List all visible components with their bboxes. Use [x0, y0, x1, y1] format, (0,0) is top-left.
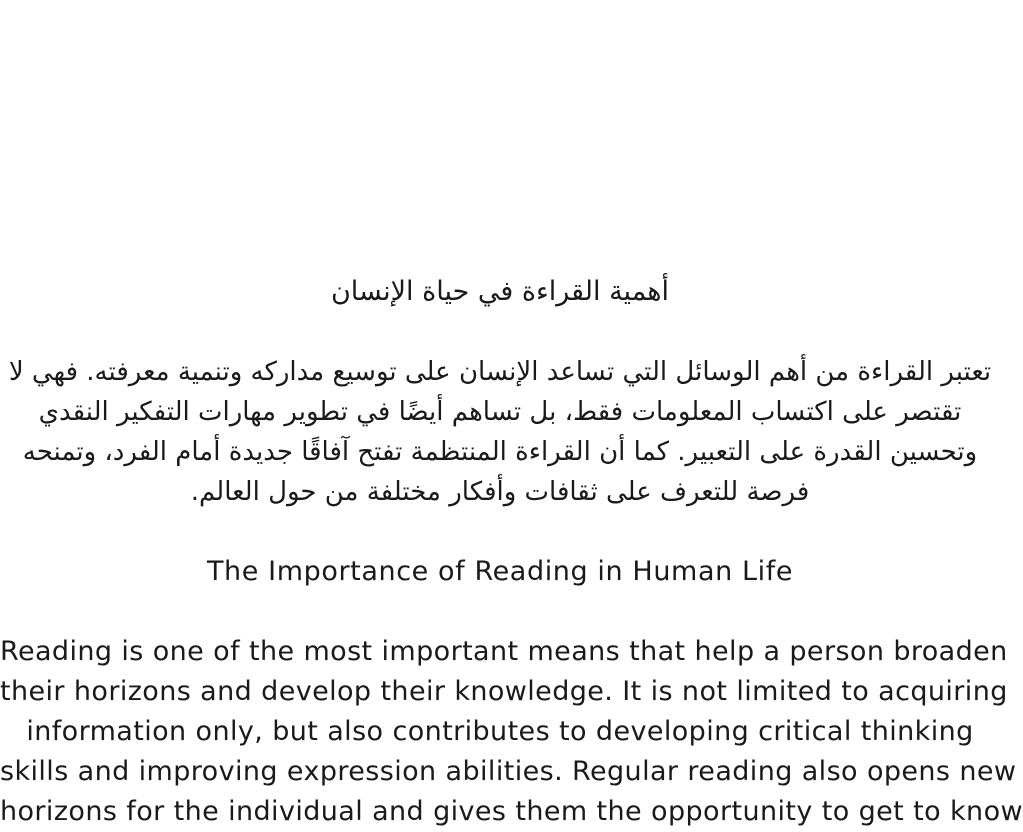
document-content — [0, 272, 1023, 832]
english-paragraph-line: information only, but also contributes to developing critical thinking — [26, 716, 974, 747]
arabic-title: أهمية القراءة في حياة الإنسان — [330, 276, 670, 307]
english-paragraph — [0, 632, 1023, 832]
arabic-paragraph-line: وتحسين القدرة على التعبير. كما أن القراءة المنتظمة تفتح آفاقًا جديدة أمام الفرد، وتمنحه — [22, 437, 978, 467]
english-paragraph-line: horizons for the individual and gives them the opportunity to get to know — [0, 796, 1023, 827]
english-paragraph-line: Reading is one of the most important means that help a person broaden — [0, 636, 1008, 667]
arabic-paragraph-line: تقتصر على اكتساب المعلومات فقط، بل تساهم أيضًا في تطوير مهارات التفكير النقدي — [38, 397, 962, 427]
english-paragraph-line: skills and improving expression abilities. Regular reading also opens new — [0, 756, 1017, 787]
arabic-paragraph-line: فرصة للتعرف على ثقافات وأفكار مختلفة من حول العالم. — [190, 477, 810, 507]
arabic-paragraph — [0, 352, 1000, 512]
arabic-paragraph-line: تعتبر القراءة من أهم الوسائل التي تساعد الإنسان على توسيع مداركه وتنمية معرفته. فهي لا — [8, 357, 992, 387]
english-title: The Importance of Reading in Human Life — [206, 556, 794, 587]
english-paragraph-line: their horizons and develop their knowledge. It is not limited to acquiring — [0, 676, 1008, 707]
